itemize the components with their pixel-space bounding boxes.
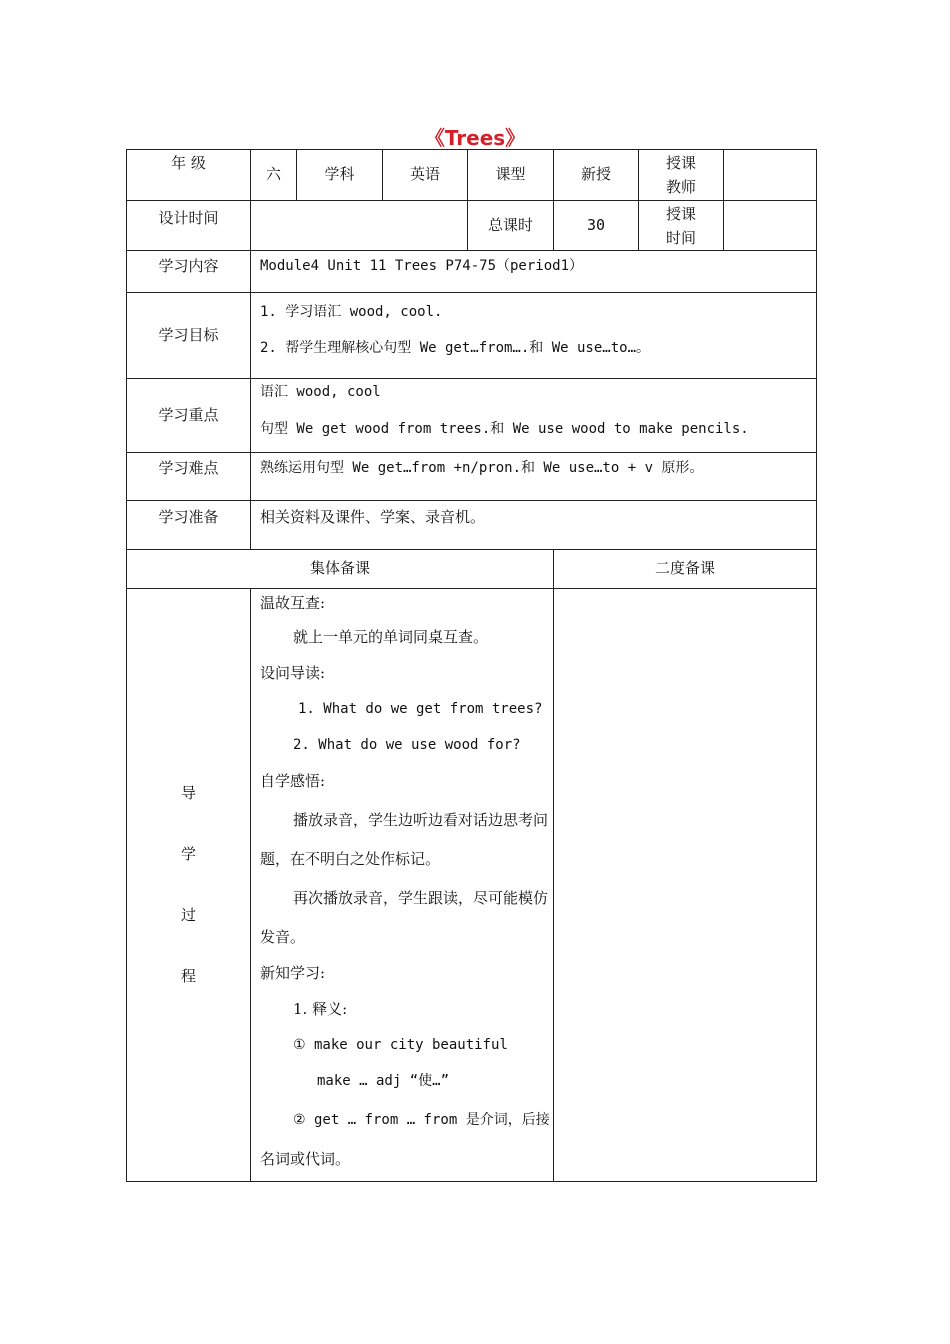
process-label-char: 程 [180,966,196,985]
key-label: 学习重点 [127,379,251,453]
content-value: Module4 Unit 11 Trees P74-75（period1） [251,251,817,293]
grade-label: 年 级 [127,150,251,201]
lesson-plan-table [126,149,817,1182]
review-text: 就上一单元的单词同桌互查。 [293,628,489,646]
lesson-type-value: 新授 [554,150,639,201]
goals-cell [251,293,817,379]
self-text: 发音。 [260,928,306,946]
section-header-row [127,550,817,589]
secondary-label: 二度备课 [554,550,817,589]
process-label-char: 学 [180,844,196,863]
review-heading: 温故互查: [260,594,326,612]
key-points-row [127,379,817,453]
key-cell [251,379,817,453]
goal-item: 1. 学习语汇 wood, cool. [260,304,443,320]
total-hours-label: 总课时 [468,201,554,251]
goals-label: 学习目标 [127,293,251,379]
class-time-label: 授课 时间 [639,201,724,251]
subject-value: 英语 [383,150,468,201]
page-title: 《Trees》 [424,126,526,150]
teacher-value [724,150,817,201]
prep-label: 学习准备 [127,501,251,550]
self-text: 题，在不明白之处作标记。 [260,850,441,868]
process-label-char: 过 [180,905,196,924]
grade-value: 六 [251,150,297,201]
prep-value: 相关资料及课件、学案、录音机。 [251,501,817,550]
header-row-2 [127,201,817,251]
new-item: 1. 释义: [293,1000,348,1018]
self-text: 再次播放录音，学生跟读，尽可能模仿 [293,889,549,907]
process-content [251,589,554,1182]
difficult-label: 学习难点 [127,453,251,501]
key-point-item: 语汇 wood, cool [260,384,381,400]
content-label: 学习内容 [127,251,251,293]
difficult-value: 熟练运用句型 We get…from +n/pron.和 We use…to + v 原形。 [251,453,817,501]
lesson-type-label: 课型 [468,150,554,201]
subject-label: 学科 [297,150,383,201]
class-time-value [724,201,817,251]
phrase-item: ① make our city beautiful [293,1037,508,1053]
design-time-value [251,201,468,251]
secondary-content [554,589,817,1182]
difficult-row [127,453,817,501]
header-row-1 [127,150,817,201]
content-row [127,251,817,293]
goals-row [127,293,817,379]
collective-label: 集体备课 [127,550,554,589]
question-item: 2. What do we use wood for? [293,737,521,753]
self-heading: 自学感悟: [260,772,326,790]
phrase-item: 名词或代词。 [260,1150,351,1168]
phrase-item: ② get … from … from 是介词，后接 [293,1112,550,1128]
process-label [127,589,251,1182]
total-hours-value: 30 [554,201,639,251]
teacher-label: 授课 教师 [639,150,724,201]
self-text: 播放录音，学生边听边看对话边思考问 [293,811,549,829]
phrase-note: make … adj “使…” [317,1073,450,1089]
preparation-row [127,501,817,550]
process-label-char: 导 [180,783,196,802]
process-row [127,589,817,1182]
key-point-item: 句型 We get wood from trees.和 We use wood to make pencils. [260,421,749,437]
goal-item: 2. 帮学生理解核心句型 We get…from….和 We use…to…。 [260,340,651,356]
new-heading: 新知学习: [260,964,326,982]
design-time-label: 设计时间 [127,201,251,251]
guide-heading: 设问导读: [260,664,326,682]
question-item: 1. What do we get from trees? [298,701,543,717]
